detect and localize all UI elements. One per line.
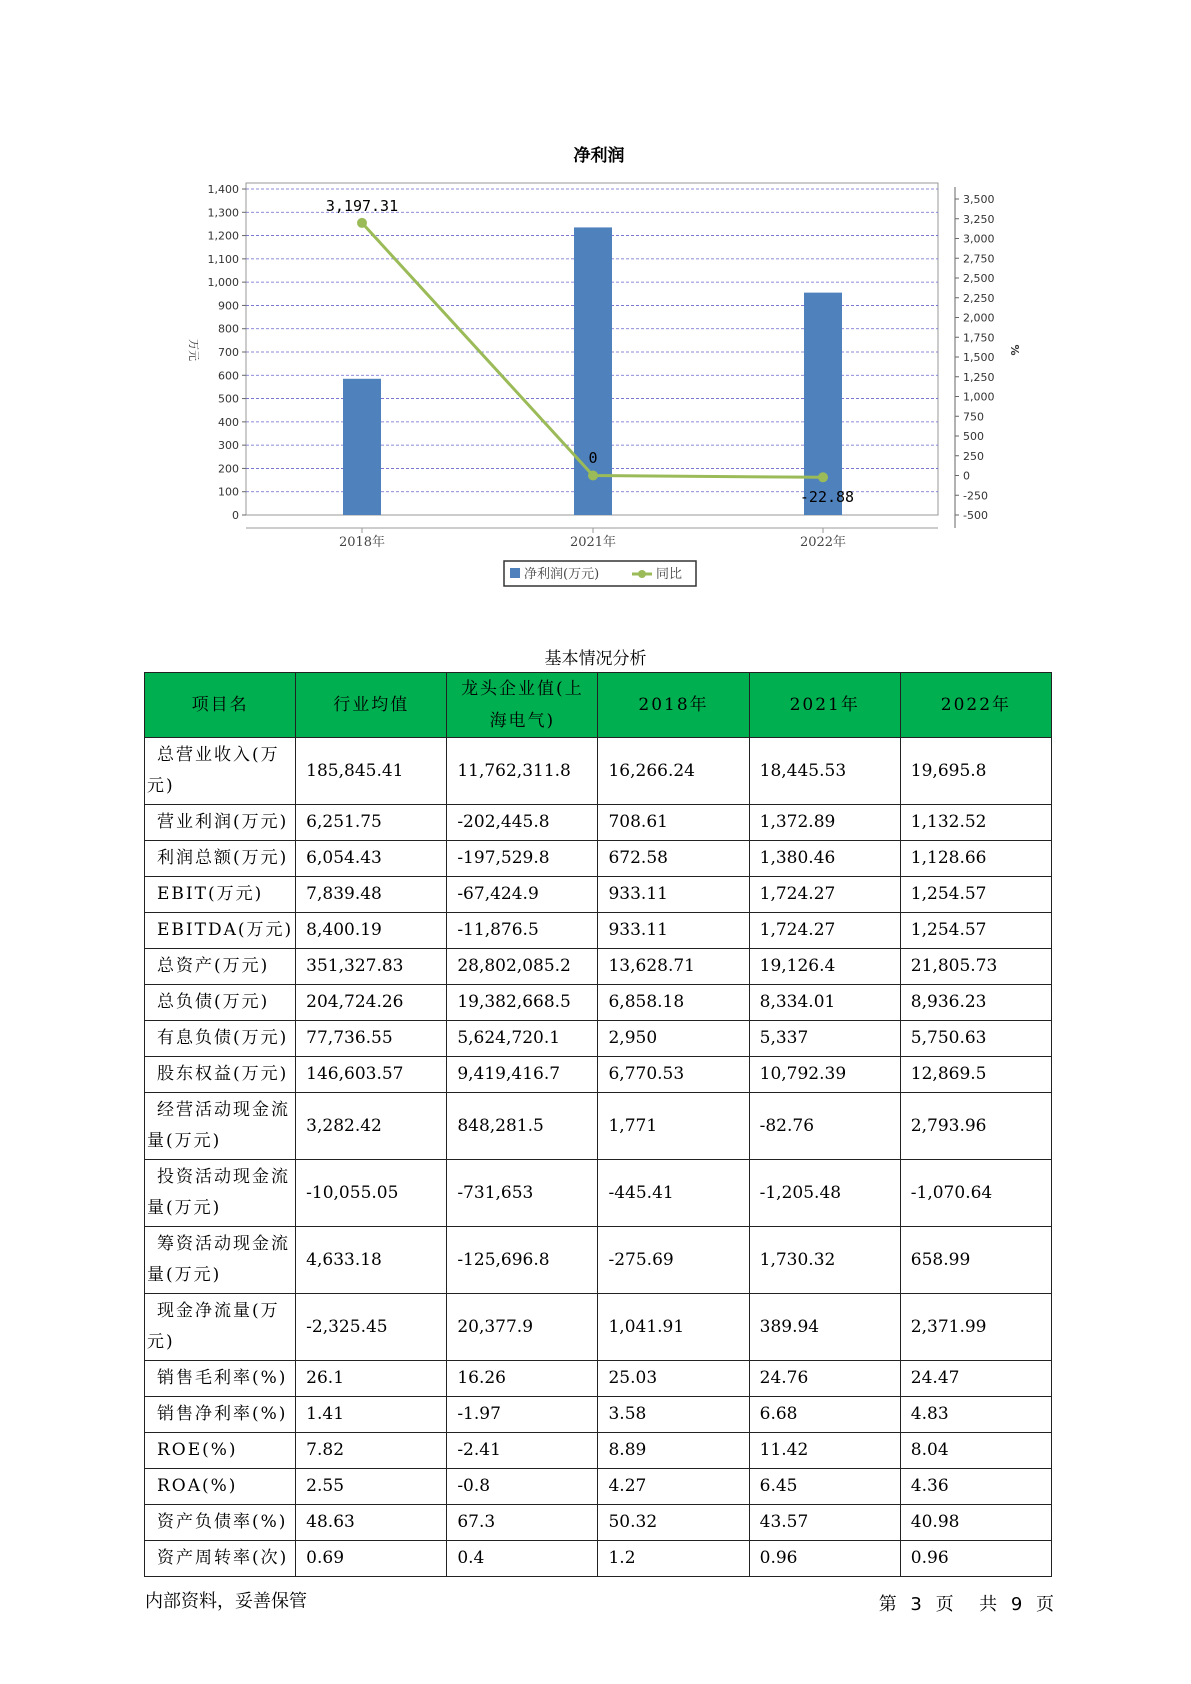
table-cell: -731,653 xyxy=(447,1160,598,1227)
page-total: 9 xyxy=(1010,1594,1023,1615)
y2-tick-label: 1,250 xyxy=(963,370,995,384)
table-cell: -202,445.8 xyxy=(447,805,598,841)
y-axis-label: 万元 xyxy=(187,339,200,361)
y-tick-label: 1,400 xyxy=(207,183,239,196)
table-cell: 204,724.26 xyxy=(296,985,447,1021)
legend-swatch-point-yoy xyxy=(638,570,646,578)
table-row xyxy=(145,1397,1052,1433)
y-tick-label: 700 xyxy=(218,346,239,359)
y2-tick-label: 2,500 xyxy=(963,272,995,285)
table-cell: 0.69 xyxy=(296,1541,447,1577)
table-cell: 0.4 xyxy=(447,1541,598,1577)
table-cell: 10,792.39 xyxy=(749,1057,900,1093)
table-cell: 3,282.42 xyxy=(296,1093,447,1160)
table-cell: 933.11 xyxy=(598,877,749,913)
bar-net-profit xyxy=(343,379,381,515)
table-row xyxy=(145,913,1052,949)
y-tick-label: 0 xyxy=(232,509,239,522)
y2-tick-label: 0 xyxy=(963,469,970,483)
y-tick-label: 800 xyxy=(218,322,239,336)
row-label: EBITDA(万元) xyxy=(145,913,296,949)
y-tick-label: 1,300 xyxy=(207,206,239,220)
yoy-point xyxy=(357,218,367,228)
table-cell: 7.82 xyxy=(296,1433,447,1469)
table-cell: 43.57 xyxy=(749,1505,900,1541)
table-row xyxy=(145,949,1052,985)
y2-tick-label: 500 xyxy=(963,430,984,443)
table-cell: 4.27 xyxy=(598,1469,749,1505)
table-cell: 12,869.5 xyxy=(900,1057,1051,1093)
row-label: 经营活动现金流量(万元) xyxy=(145,1093,296,1160)
table-cell: 6,858.18 xyxy=(598,985,749,1021)
table-cell: 1,372.89 xyxy=(749,805,900,841)
table-cell: -11,876.5 xyxy=(447,913,598,949)
table-cell: 9,419,416.7 xyxy=(447,1057,598,1093)
table-cell: 5,337 xyxy=(749,1021,900,1057)
row-label: 现金净流量(万元) xyxy=(145,1294,296,1361)
table-cell: 1,724.27 xyxy=(749,877,900,913)
y2-axis-label: % xyxy=(1008,344,1021,356)
row-label: ROA(%) xyxy=(145,1469,296,1505)
row-label: 资产周转率(次) xyxy=(145,1541,296,1577)
table-cell: 146,603.57 xyxy=(296,1057,447,1093)
row-label: 总资产(万元) xyxy=(145,949,296,985)
header-2018: 2018年 xyxy=(598,673,749,738)
table-cell: 6,251.75 xyxy=(296,805,447,841)
table-row xyxy=(145,805,1052,841)
table-cell: 6,770.53 xyxy=(598,1057,749,1093)
table-row xyxy=(145,1160,1052,1227)
row-label: 投资活动现金流量(万元) xyxy=(145,1160,296,1227)
table-cell: 1,128.66 xyxy=(900,841,1051,877)
y2-tick-label: 1,000 xyxy=(963,390,995,404)
chart-canvas xyxy=(0,0,1191,600)
row-label: 筹资活动现金流量(万元) xyxy=(145,1227,296,1294)
table-cell: 1,724.27 xyxy=(749,913,900,949)
table-body xyxy=(145,738,1052,1577)
table-cell: 5,750.63 xyxy=(900,1021,1051,1057)
table-cell: 1,041.91 xyxy=(598,1294,749,1361)
y2-tick-label: 2,750 xyxy=(963,252,995,266)
table-cell: 18,445.53 xyxy=(749,738,900,805)
table-cell: 1,380.46 xyxy=(749,841,900,877)
table-row xyxy=(145,877,1052,913)
header-2021: 2021年 xyxy=(749,673,900,738)
table-cell: 40.98 xyxy=(900,1505,1051,1541)
table-row xyxy=(145,1057,1052,1093)
y2-tick-label: 3,250 xyxy=(963,212,995,226)
table-cell: 1,730.32 xyxy=(749,1227,900,1294)
y2-tick-label: -500 xyxy=(963,509,988,522)
table-cell: -2,325.45 xyxy=(296,1294,447,1361)
table-cell: 7,839.48 xyxy=(296,877,447,913)
table-row xyxy=(145,1227,1052,1294)
table-cell: 11,762,311.8 xyxy=(447,738,598,805)
row-label: 总负债(万元) xyxy=(145,985,296,1021)
table-cell: -197,529.8 xyxy=(447,841,598,877)
table-cell: -2.41 xyxy=(447,1433,598,1469)
y2-tick-label: -250 xyxy=(963,489,988,503)
table-cell: -67,424.9 xyxy=(447,877,598,913)
y2-tick-label: 250 xyxy=(963,449,984,463)
table-cell: 50.32 xyxy=(598,1505,749,1541)
table-cell: 672.58 xyxy=(598,841,749,877)
table-cell: 185,845.41 xyxy=(296,738,447,805)
table-cell: 48.63 xyxy=(296,1505,447,1541)
x-tick-label: 2022年 xyxy=(799,535,847,550)
yoy-data-label: 0 xyxy=(588,449,598,467)
legend-label-yoy: 同比 xyxy=(656,567,683,582)
row-label: 营业利润(万元) xyxy=(145,805,296,841)
table-cell: 19,382,668.5 xyxy=(447,985,598,1021)
table-cell: 11.42 xyxy=(749,1433,900,1469)
table-cell: 16.26 xyxy=(447,1361,598,1397)
y2-tick-label: 3,500 xyxy=(963,193,995,206)
row-label: 销售净利率(%) xyxy=(145,1397,296,1433)
table-cell: 1.2 xyxy=(598,1541,749,1577)
row-label: EBIT(万元) xyxy=(145,877,296,913)
table-cell: 4.83 xyxy=(900,1397,1051,1433)
table-cell: 13,628.71 xyxy=(598,949,749,985)
table-cell: 848,281.5 xyxy=(447,1093,598,1160)
table-cell: -445.41 xyxy=(598,1160,749,1227)
table-row xyxy=(145,1433,1052,1469)
table-cell: 4.36 xyxy=(900,1469,1051,1505)
table-cell: 77,736.55 xyxy=(296,1021,447,1057)
legend-label-net-profit: 净利润(万元) xyxy=(524,567,600,582)
table-cell: 2,371.99 xyxy=(900,1294,1051,1361)
y-tick-label: 400 xyxy=(218,415,239,429)
y-tick-label: 900 xyxy=(218,299,239,313)
table-row xyxy=(145,841,1052,877)
yoy-data-label: 3,197.31 xyxy=(325,197,399,215)
table-cell: -82.76 xyxy=(749,1093,900,1160)
table-cell: 0.96 xyxy=(749,1541,900,1577)
table-cell: 25.03 xyxy=(598,1361,749,1397)
table-row xyxy=(145,1093,1052,1160)
header-2022: 2022年 xyxy=(900,673,1051,738)
table-cell: -1,070.64 xyxy=(900,1160,1051,1227)
table-cell: 6,054.43 xyxy=(296,841,447,877)
page-current: 3 xyxy=(910,1594,922,1615)
table-cell: 6.68 xyxy=(749,1397,900,1433)
x-tick-label: 2021年 xyxy=(569,535,617,550)
y-tick-label: 1,200 xyxy=(207,229,239,243)
header-item-name: 项目名 xyxy=(145,673,296,738)
table-cell: 19,695.8 xyxy=(900,738,1051,805)
table-row xyxy=(145,1541,1052,1577)
net-profit-chart xyxy=(0,0,1191,600)
table-cell: 658.99 xyxy=(900,1227,1051,1294)
header-industry-avg: 行业均值 xyxy=(296,673,447,738)
footer-confidential-note: 内部资料，妥善保管 xyxy=(145,1591,307,1612)
total-prefix: 共 xyxy=(979,1594,998,1615)
table-cell: 2,793.96 xyxy=(900,1093,1051,1160)
table-cell: 1,254.57 xyxy=(900,913,1051,949)
table-cell: -275.69 xyxy=(598,1227,749,1294)
yoy-point xyxy=(588,471,598,481)
row-label: ROE(%) xyxy=(145,1433,296,1469)
table-cell: 351,327.83 xyxy=(296,949,447,985)
table-cell: 5,624,720.1 xyxy=(447,1021,598,1057)
y2-tick-label: 2,000 xyxy=(963,311,995,325)
table-row xyxy=(145,1505,1052,1541)
table-cell: -125,696.8 xyxy=(447,1227,598,1294)
basic-analysis-table xyxy=(144,672,1052,1577)
y-tick-label: 100 xyxy=(218,485,239,499)
table-cell: 19,126.4 xyxy=(749,949,900,985)
y-tick-label: 600 xyxy=(218,369,239,383)
page-suffix: 页 xyxy=(935,1594,954,1615)
table-row xyxy=(145,985,1052,1021)
table-header-row xyxy=(145,673,1052,738)
table-cell: 933.11 xyxy=(598,913,749,949)
table-title: 基本情况分析 xyxy=(544,649,647,669)
table-cell: 4,633.18 xyxy=(296,1227,447,1294)
table-cell: 2.55 xyxy=(296,1469,447,1505)
y-tick-label: 500 xyxy=(218,392,239,406)
table-cell: 1,132.52 xyxy=(900,805,1051,841)
row-label: 有息负债(万元) xyxy=(145,1021,296,1057)
table-cell: 1,771 xyxy=(598,1093,749,1160)
table-cell: -1,205.48 xyxy=(749,1160,900,1227)
table-cell: 16,266.24 xyxy=(598,738,749,805)
table-cell: -0.8 xyxy=(447,1469,598,1505)
table-cell: 3.58 xyxy=(598,1397,749,1433)
table-row xyxy=(145,1294,1052,1361)
table-cell: 8,400.19 xyxy=(296,913,447,949)
row-label: 资产负债率(%) xyxy=(145,1505,296,1541)
table-cell: 8,936.23 xyxy=(900,985,1051,1021)
row-label: 股东权益(万元) xyxy=(145,1057,296,1093)
x-tick-label: 2018年 xyxy=(338,535,386,550)
table-cell: 389.94 xyxy=(749,1294,900,1361)
y2-tick-label: 1,750 xyxy=(963,331,995,345)
total-suffix: 页 xyxy=(1036,1594,1054,1615)
footer-page-number xyxy=(879,1590,1054,1616)
row-label: 销售毛利率(%) xyxy=(145,1361,296,1397)
table-row xyxy=(145,1469,1052,1505)
y-tick-label: 300 xyxy=(218,439,239,453)
table-cell: -1.97 xyxy=(447,1397,598,1433)
y-tick-label: 1,100 xyxy=(207,252,239,266)
table-cell: 1,254.57 xyxy=(900,877,1051,913)
table-cell: 2,950 xyxy=(598,1021,749,1057)
table-row xyxy=(145,738,1052,805)
page-prefix: 第 xyxy=(878,1594,897,1615)
table-cell: 21,805.73 xyxy=(900,949,1051,985)
table-cell: 8.89 xyxy=(598,1433,749,1469)
table-cell: 8,334.01 xyxy=(749,985,900,1021)
table-cell: -10,055.05 xyxy=(296,1160,447,1227)
table-cell: 6.45 xyxy=(749,1469,900,1505)
table-row xyxy=(145,1021,1052,1057)
table-cell: 708.61 xyxy=(598,805,749,841)
table-cell: 20,377.9 xyxy=(447,1294,598,1361)
y2-tick-label: 750 xyxy=(963,410,984,424)
y2-tick-label: 2,250 xyxy=(963,291,995,305)
row-label: 利润总额(万元) xyxy=(145,841,296,877)
y-tick-label: 1,000 xyxy=(207,276,239,290)
table-cell: 8.04 xyxy=(900,1433,1051,1469)
header-leader-value: 龙头企业值(上海电气) xyxy=(447,673,598,738)
chart-title: 净利润 xyxy=(573,146,625,166)
table-cell: 67.3 xyxy=(447,1505,598,1541)
row-label: 总营业收入(万元) xyxy=(145,738,296,805)
y2-tick-label: 1,500 xyxy=(963,351,995,364)
y2-tick-label: 3,000 xyxy=(963,232,995,246)
yoy-point xyxy=(818,472,828,482)
table-cell: 24.76 xyxy=(749,1361,900,1397)
yoy-data-label: -22.88 xyxy=(799,488,855,506)
table-row xyxy=(145,1361,1052,1397)
table-cell: 1.41 xyxy=(296,1397,447,1433)
legend-swatch-net-profit xyxy=(510,568,520,578)
table-cell: 28,802,085.2 xyxy=(447,949,598,985)
y-tick-label: 200 xyxy=(218,462,239,476)
table-cell: 24.47 xyxy=(900,1361,1051,1397)
table-cell: 26.1 xyxy=(296,1361,447,1397)
table-cell: 0.96 xyxy=(900,1541,1051,1577)
